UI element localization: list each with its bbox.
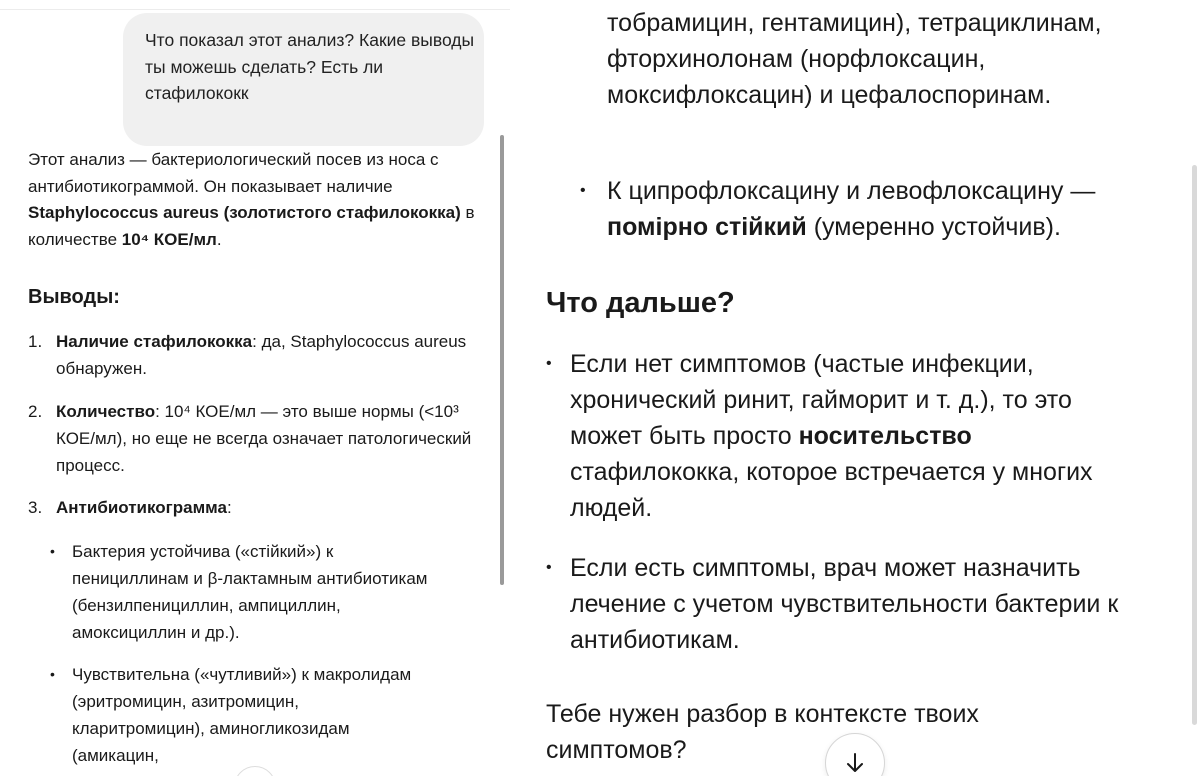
bullet-icon: • [50, 543, 55, 559]
assistant-intro-paragraph [28, 147, 478, 253]
intro-text: Этот анализ — бактериологический посев из носа с антибиотикограммой. Он показывает наличие [28, 150, 439, 196]
follow-up-question: Тебе нужен разбор в контексте твоих симптомов? [546, 700, 979, 764]
intro-bold-count: 10⁴ КОЕ/мл [121, 229, 217, 249]
sub-bullet-text: Бактерия устойчива («стійкий») к пенициллинам и β-лактамным антибиотикам (бензилпенициллин, ампициллин, амоксициллин и др.). [72, 542, 428, 642]
left-scrollbar[interactable] [500, 135, 504, 585]
list-item-text: : 10⁴ КОЕ/мл — это выше нормы (<10³ КОЕ/мл), но еще не всегда означает патологический процесс. [56, 402, 472, 475]
list-number: 1. [28, 332, 43, 351]
intro-text-end: . [216, 229, 222, 249]
right-chat-panel [512, 0, 1200, 776]
list-number: 3. [28, 498, 43, 517]
list-item-text: : да, Staphylococcus aureus обнаружен. [56, 332, 467, 378]
bullet-icon: • [546, 559, 552, 576]
bullet-text: К ципрофлоксацину и левофлоксацину — [607, 177, 1096, 205]
bullet-icon: • [546, 355, 552, 372]
intro-bold-organism: Staphylococcus aureus (золотистого стафилококка) [28, 203, 461, 222]
sub-bullet-text: Чувствительна («чутливий») к макролидам (эритромицин, азитромицин, кларитромицин), аминогликозидам (амикацин, [72, 665, 412, 765]
bullet-text: Если нет симптомов (частые инфекции, хронический ринит, гайморит и т. д.), то это может быть просто [570, 350, 1072, 450]
top-divider [0, 9, 510, 10]
bullet-text-end: (умеренно устойчив). [806, 213, 1061, 241]
intro-text-2: в количестве [28, 203, 475, 249]
continued-list-text: тобрамицин, гентамицин), тетрациклинам, фторхинолонам (норфлоксацин, моксифлоксацин) и цефалоспоринам. [607, 9, 1102, 109]
arrow-down-icon [843, 751, 867, 775]
user-message-text: Что показал этот анализ? Какие выводы ты можешь сделать? Есть ли стафилококк [145, 30, 475, 103]
bullet-bold-text: носительство [798, 422, 972, 450]
bullet-icon: • [580, 182, 586, 199]
list-item-title: Наличие стафилококка [56, 332, 253, 351]
list-number: 2. [28, 402, 43, 421]
list-item-title: Антибиотикограмма [56, 498, 227, 517]
bullet-bold-text: помірно стійкий [607, 213, 807, 241]
list-item-text: : [226, 498, 232, 517]
bullet-icon: • [50, 666, 55, 682]
left-chat-panel [0, 0, 510, 776]
right-scrollbar[interactable] [1192, 165, 1197, 725]
list-item-title: Количество [56, 402, 156, 421]
bullet-text: Если есть симптомы, врач может назначить лечение с учетом чувствительности бактерии к антибиотикам. [570, 554, 1119, 654]
user-message-bubble [123, 13, 484, 146]
whats-next-heading: Что дальше? [546, 287, 735, 319]
bullet-text-end: стафилококка, которое встречается у многих людей. [570, 458, 1093, 522]
conclusions-heading: Выводы: [28, 286, 120, 308]
